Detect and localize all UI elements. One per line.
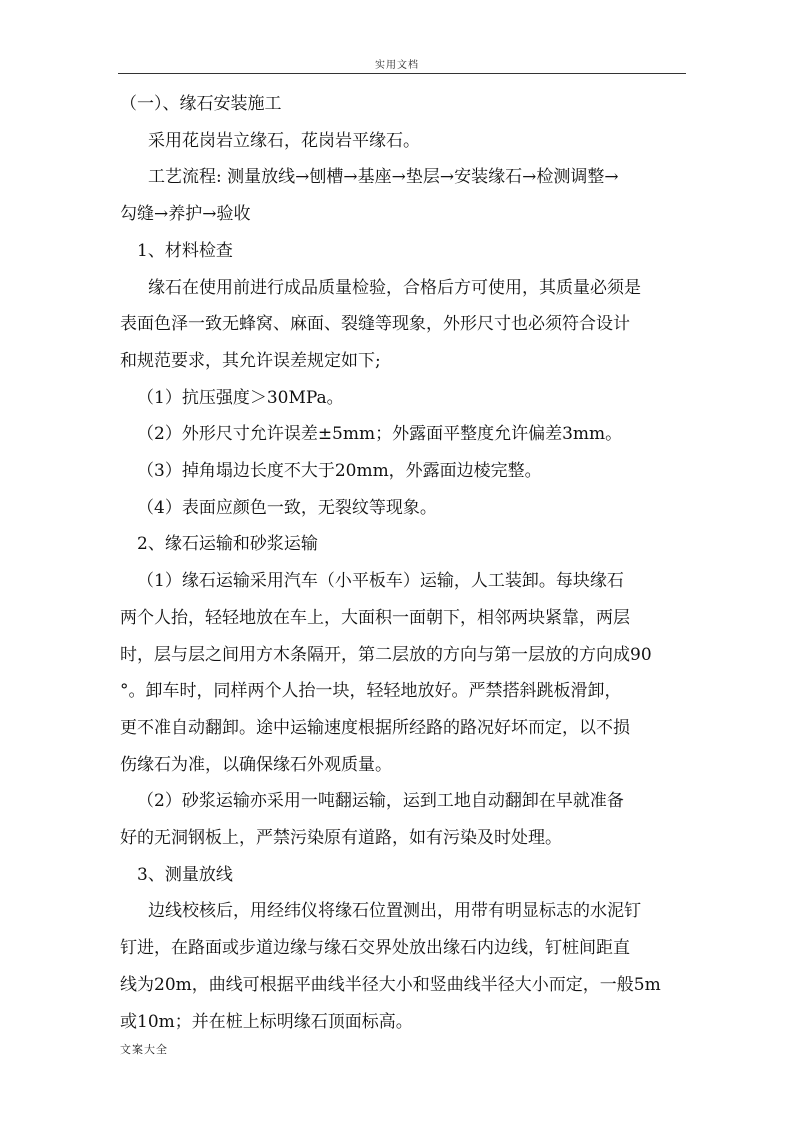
header-divider — [118, 73, 686, 74]
paragraph-line: （1）缘石运输采用汽车（小平板车）运输，人工装卸。每块缘石 — [137, 571, 624, 592]
paragraph-line: 伤缘石为准，以确保缘石外观质量。 — [120, 754, 392, 775]
paragraph-line: 钉进，在路面或步道边缘与缘石交界处放出缘石内边线，钉桩间距直 — [120, 938, 630, 959]
paragraph-line: 表面色泽一致无蜂窝、麻面、裂缝等现象，外形尺寸也必须符合设计 — [120, 314, 630, 335]
paragraph-line: 勾缝→养护→验收 — [120, 204, 251, 225]
paragraph-line: （2）砂浆运输亦采用一吨翻运输，运到工地自动翻卸在早就准备 — [137, 791, 624, 812]
paragraph-line: 更不准自动翻卸。途中运输速度根据所经路的路况好坏而定，以不损 — [120, 717, 630, 738]
list-item: （3）掉角塌边长度不大于20mm，外露面边棱完整。 — [137, 461, 542, 482]
section-heading: （一）、缘石安装施工 — [120, 94, 282, 114]
paragraph-line: 缘石在使用前进行成品质量检验，合格后方可使用，其质量必须是 — [148, 277, 641, 298]
subsection-heading: 1、材料检查 — [137, 240, 233, 261]
document-body — [120, 86, 686, 1040]
paragraph-line: 采用花岗岩立缘石，花岗岩平缘石。 — [148, 130, 420, 151]
paragraph-line: 两个人抬，轻轻地放在车上，大面积一面朝下，相邻两块紧靠，两层 — [120, 607, 630, 628]
paragraph-line: 线为20m，曲线可根据平曲线半径大小和竖曲线半径大小而定，一般5m — [120, 974, 661, 995]
page-header-title: 实用文档 — [375, 60, 419, 71]
page-footer-text: 文案大全 — [120, 1043, 168, 1056]
subsection-heading: 2、缘石运输和砂浆运输 — [137, 534, 318, 555]
list-item: （4）表面应颜色一致，无裂纹等现象。 — [137, 497, 437, 518]
paragraph-line: 或10m；并在桩上标明缘石顶面标高。 — [120, 1011, 413, 1032]
list-item: （2）外形尺寸允许误差±5mm；外露面平整度允许偏差3mm。 — [137, 424, 623, 445]
subsection-heading: 3、测量放线 — [137, 864, 233, 885]
paragraph-line: 时，层与层之间用方木条隔开，第二层放的方向与第一层放的方向成90 — [120, 644, 652, 665]
paragraph-line: 好的无洞钢板上，严禁污染原有道路，如有污染及时处理。 — [120, 828, 562, 849]
paragraph-line: 工艺流程: 测量放线→刨槽→基座→垫层→安装缘石→检测调整→ — [148, 167, 619, 188]
paragraph-line: 边线校核后，用经纬仪将缘石位置测出，用带有明显标志的水泥钉 — [148, 901, 641, 922]
paragraph-line: 和规范要求，其允许误差规定如下; — [120, 350, 381, 371]
list-item: （1）抗压强度＞30MPa。 — [137, 387, 344, 408]
paragraph-line: °。卸车时，同样两个人抬一块，轻轻地放好。严禁搭斜跳板滑卸， — [120, 681, 622, 702]
